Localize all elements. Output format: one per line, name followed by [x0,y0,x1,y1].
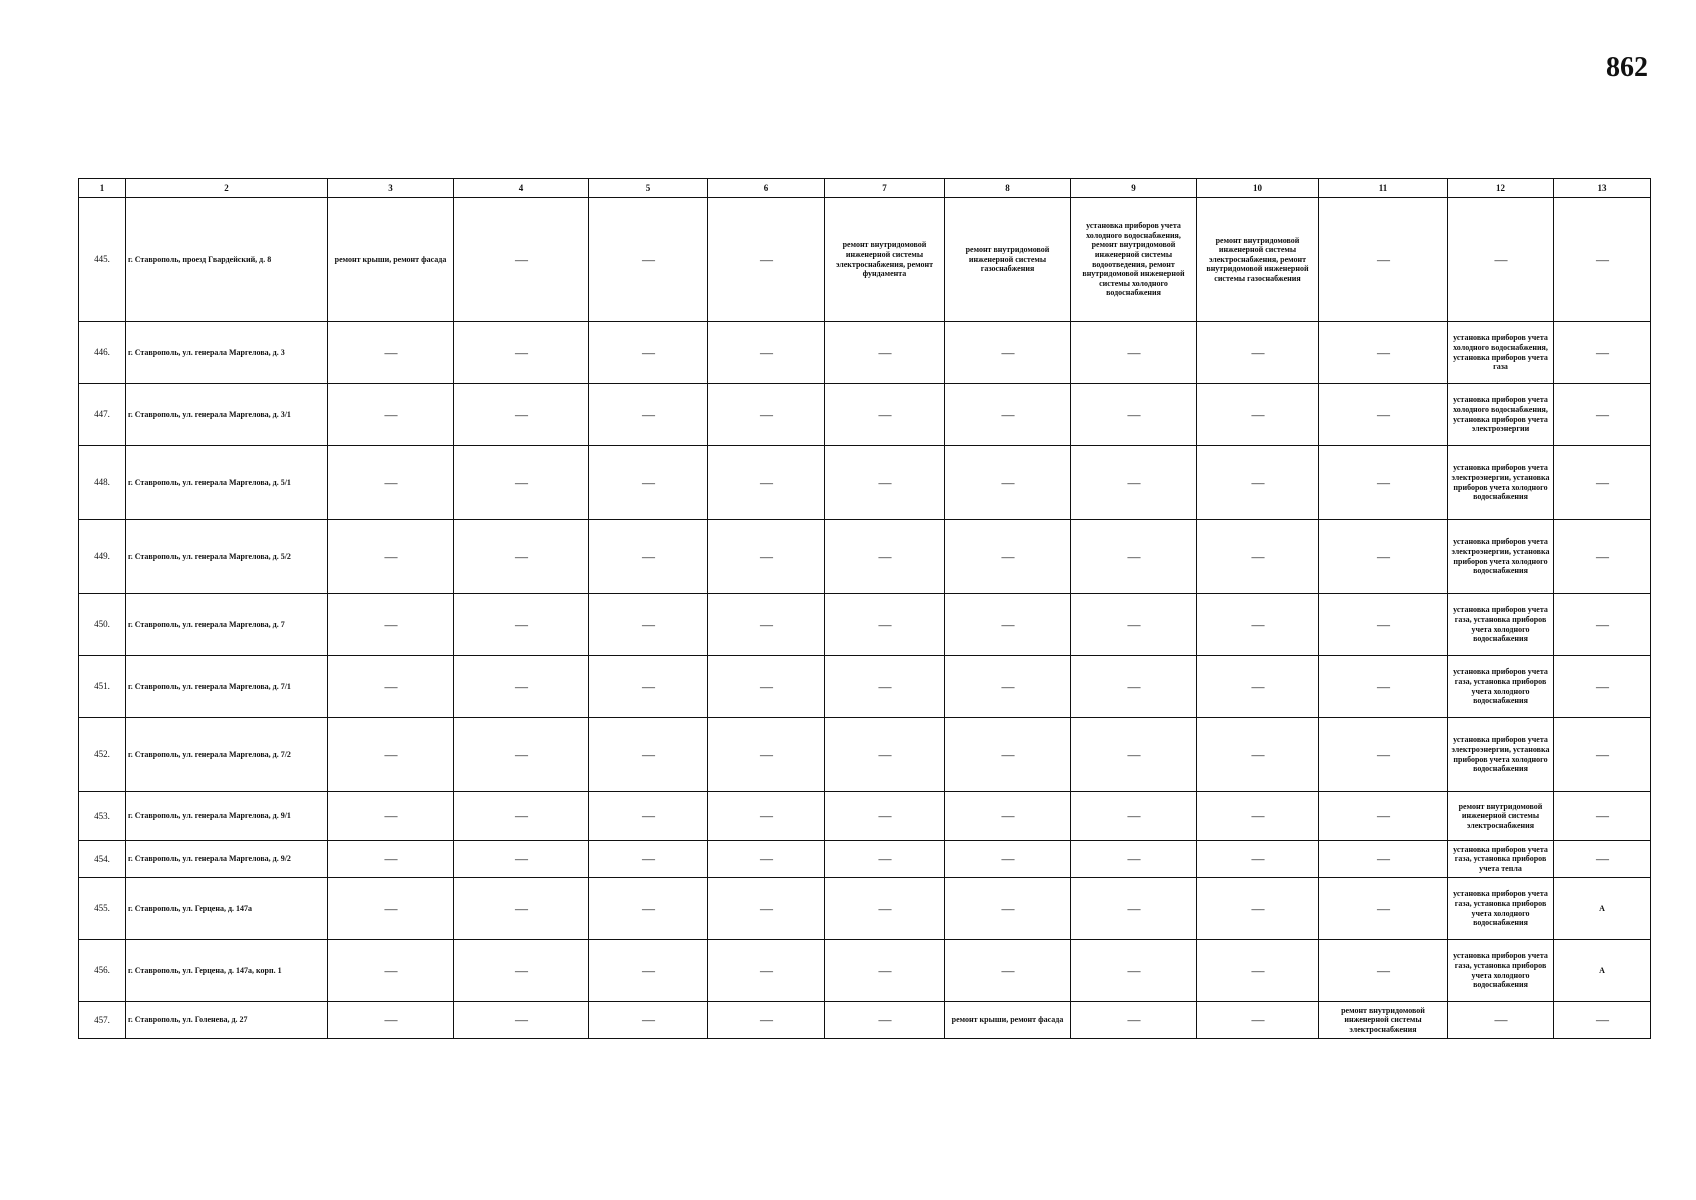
work-cell-col-7: — [825,792,945,841]
table-row [79,940,1651,1002]
work-cell-col-8: ремонт внутридомовой инженерной системы газоснабжения [945,198,1071,322]
address-cell: г. Ставрополь, ул. генерала Маргелова, д. 7/1 [126,656,328,718]
work-cell-col-4: — [454,198,589,322]
work-cell-col-3: — [328,1002,454,1039]
work-cell-col-9: установка приборов учета холодного водоснабжения, ремонт внутридомовой инженерной системы водоотведения, ремонт внутридомовой инженерной системы холодного водоснабжения [1071,198,1197,322]
work-cell-col-6: — [708,520,825,594]
work-cell-col-3: — [328,520,454,594]
address-cell: г. Ставрополь, ул. Голенева, д. 27 [126,1002,328,1039]
column-header-1: 1 [79,179,126,198]
work-cell-col-9: — [1071,792,1197,841]
address-cell: г. Ставрополь, ул. генерала Маргелова, д. 5/2 [126,520,328,594]
work-cell-col-6: — [708,1002,825,1039]
work-cell-col-8: — [945,792,1071,841]
work-cell-col-11: — [1319,198,1448,322]
work-cell-col-13: — [1554,594,1651,656]
work-cell-col-6: — [708,656,825,718]
work-cell-col-9: — [1071,1002,1197,1039]
row-number: 451. [79,656,126,718]
work-cell-col-4: — [454,520,589,594]
work-cell-col-9: — [1071,841,1197,878]
address-cell: г. Ставрополь, ул. генерала Маргелова, д. 7 [126,594,328,656]
work-cell-col-10: — [1197,792,1319,841]
work-cell-col-3: ремонт крыши, ремонт фасада [328,198,454,322]
table-row [79,656,1651,718]
work-cell-col-10: — [1197,384,1319,446]
work-cell-col-8: — [945,446,1071,520]
address-cell: г. Ставрополь, проезд Гвардейский, д. 8 [126,198,328,322]
work-cell-col-7: — [825,940,945,1002]
work-cell-col-13: — [1554,841,1651,878]
work-cell-col-8: — [945,878,1071,940]
work-cell-col-5: — [589,322,708,384]
work-cell-col-9: — [1071,322,1197,384]
work-cell-col-9: — [1071,520,1197,594]
work-cell-col-13: А [1554,878,1651,940]
work-cell-col-7: — [825,384,945,446]
work-cell-col-12: — [1448,1002,1554,1039]
work-cell-col-3: — [328,384,454,446]
work-cell-col-9: — [1071,384,1197,446]
work-cell-col-12: установка приборов учета электроэнергии, установка приборов учета холодного водоснабжения [1448,718,1554,792]
work-cell-col-4: — [454,656,589,718]
work-cell-col-3: — [328,446,454,520]
work-cell-col-9: — [1071,878,1197,940]
column-header-5: 5 [589,179,708,198]
row-number: 453. [79,792,126,841]
row-number: 452. [79,718,126,792]
work-cell-col-5: — [589,520,708,594]
work-cell-col-3: — [328,792,454,841]
row-number: 457. [79,1002,126,1039]
work-cell-col-4: — [454,878,589,940]
work-cell-col-4: — [454,446,589,520]
work-cell-col-12: установка приборов учета газа, установка приборов учета холодного водоснабжения [1448,656,1554,718]
column-header-9: 9 [1071,179,1197,198]
work-cell-col-11: — [1319,878,1448,940]
work-cell-col-12: ремонт внутридомовой инженерной системы электроснабжения [1448,792,1554,841]
column-header-12: 12 [1448,179,1554,198]
work-cell-col-7: — [825,718,945,792]
work-cell-col-5: — [589,656,708,718]
work-cell-col-6: — [708,878,825,940]
work-cell-col-3: — [328,656,454,718]
work-cell-col-6: — [708,841,825,878]
work-cell-col-4: — [454,792,589,841]
row-number: 456. [79,940,126,1002]
row-number: 449. [79,520,126,594]
work-cell-col-6: — [708,718,825,792]
work-cell-col-10: — [1197,841,1319,878]
table-row [79,594,1651,656]
work-cell-col-5: — [589,940,708,1002]
work-cell-col-7: — [825,841,945,878]
work-cell-col-7: — [825,322,945,384]
work-cell-col-7: — [825,594,945,656]
work-cell-col-6: — [708,322,825,384]
table-row [79,878,1651,940]
table-row [79,384,1651,446]
work-cell-col-11: — [1319,322,1448,384]
column-header-10: 10 [1197,179,1319,198]
work-cell-col-13: А [1554,940,1651,1002]
work-cell-col-9: — [1071,594,1197,656]
address-cell: г. Ставрополь, ул. генерала Маргелова, д. 9/2 [126,841,328,878]
work-cell-col-3: — [328,878,454,940]
work-cell-col-6: — [708,446,825,520]
column-header-3: 3 [328,179,454,198]
work-cell-col-11: — [1319,718,1448,792]
work-cell-col-4: — [454,718,589,792]
work-cell-col-3: — [328,322,454,384]
table-row [79,792,1651,841]
work-cell-col-9: — [1071,656,1197,718]
work-cell-col-10: — [1197,718,1319,792]
work-cell-col-11: — [1319,940,1448,1002]
work-cell-col-13: — [1554,718,1651,792]
work-cell-col-13: — [1554,446,1651,520]
work-cell-col-12: установка приборов учета холодного водоснабжения, установка приборов учета электроэнергии [1448,384,1554,446]
table-body [79,179,1651,1039]
table-row [79,1002,1651,1039]
row-number: 455. [79,878,126,940]
work-cell-col-5: — [589,1002,708,1039]
row-number: 447. [79,384,126,446]
work-cell-col-6: — [708,198,825,322]
work-cell-col-8: — [945,940,1071,1002]
work-cell-col-11: ремонт внутридомовой инженерной системы электроснабжения [1319,1002,1448,1039]
work-cell-col-11: — [1319,594,1448,656]
address-cell: г. Ставрополь, ул. генерала Маргелова, д. 5/1 [126,446,328,520]
work-cell-col-12: — [1448,198,1554,322]
work-cell-col-10: — [1197,656,1319,718]
work-cell-col-7: — [825,878,945,940]
row-number: 448. [79,446,126,520]
work-cell-col-5: — [589,718,708,792]
work-cell-col-7: ремонт внутридомовой инженерной системы электроснабжения, ремонт фундамента [825,198,945,322]
work-cell-col-3: — [328,940,454,1002]
work-cell-col-5: — [589,446,708,520]
work-cell-col-13: — [1554,198,1651,322]
work-cell-col-3: — [328,841,454,878]
table-row [79,322,1651,384]
work-cell-col-11: — [1319,841,1448,878]
work-cell-col-4: — [454,384,589,446]
table-row [79,841,1651,878]
table-row [79,718,1651,792]
work-cell-col-4: — [454,594,589,656]
address-cell: г. Ставрополь, ул. генерала Маргелова, д. 3 [126,322,328,384]
work-cell-col-4: — [454,1002,589,1039]
work-cell-col-8: — [945,594,1071,656]
work-cell-col-10: ремонт внутридомовой инженерной системы электроснабжения, ремонт внутридомовой инженерной системы газоснабжения [1197,198,1319,322]
work-cell-col-10: — [1197,446,1319,520]
work-cell-col-13: — [1554,656,1651,718]
work-cell-col-4: — [454,841,589,878]
work-cell-col-9: — [1071,718,1197,792]
work-cell-col-10: — [1197,1002,1319,1039]
work-cell-col-13: — [1554,792,1651,841]
column-header-8: 8 [945,179,1071,198]
work-cell-col-12: установка приборов учета газа, установка приборов учета холодного водоснабжения [1448,878,1554,940]
work-cell-col-5: — [589,841,708,878]
work-cell-col-12: установка приборов учета электроэнергии, установка приборов учета холодного водоснабжения [1448,520,1554,594]
work-cell-col-12: установка приборов учета газа, установка приборов учета тепла [1448,841,1554,878]
work-cell-col-12: установка приборов учета газа, установка приборов учета холодного водоснабжения [1448,940,1554,1002]
address-cell: г. Ставрополь, ул. Герцена, д. 147а, корп. 1 [126,940,328,1002]
address-cell: г. Ставрополь, ул. генерала Маргелова, д. 3/1 [126,384,328,446]
column-header-2: 2 [126,179,328,198]
work-cell-col-4: — [454,940,589,1002]
work-cell-col-6: — [708,594,825,656]
work-cell-col-11: — [1319,384,1448,446]
page-number: 862 [1606,52,1648,83]
work-cell-col-13: — [1554,520,1651,594]
work-cell-col-7: — [825,446,945,520]
work-cell-col-8: — [945,718,1071,792]
work-cell-col-5: — [589,198,708,322]
address-cell: г. Ставрополь, ул. Герцена, д. 147а [126,878,328,940]
work-cell-col-8: — [945,656,1071,718]
work-cell-col-8: — [945,384,1071,446]
work-cell-col-12: установка приборов учета холодного водоснабжения, установка приборов учета газа [1448,322,1554,384]
column-header-11: 11 [1319,179,1448,198]
address-cell: г. Ставрополь, ул. генерала Маргелова, д. 9/1 [126,792,328,841]
work-cell-col-4: — [454,322,589,384]
work-cell-col-8: — [945,520,1071,594]
work-cell-col-7: — [825,656,945,718]
work-cell-col-8: — [945,322,1071,384]
work-cell-col-5: — [589,792,708,841]
work-cell-col-13: — [1554,384,1651,446]
work-cell-col-5: — [589,594,708,656]
work-cell-col-3: — [328,718,454,792]
work-cell-col-10: — [1197,594,1319,656]
work-cell-col-8: ремонт крыши, ремонт фасада [945,1002,1071,1039]
column-header-7: 7 [825,179,945,198]
work-cell-col-12: установка приборов учета газа, установка приборов учета холодного водоснабжения [1448,594,1554,656]
work-cell-col-5: — [589,878,708,940]
table-row [79,520,1651,594]
work-cell-col-6: — [708,940,825,1002]
work-cell-col-13: — [1554,1002,1651,1039]
table-row [79,446,1651,520]
work-cell-col-9: — [1071,446,1197,520]
work-cell-col-12: установка приборов учета электроэнергии, установка приборов учета холодного водоснабжения [1448,446,1554,520]
column-header-6: 6 [708,179,825,198]
repair-schedule-table [78,178,1651,1039]
work-cell-col-8: — [945,841,1071,878]
work-cell-col-11: — [1319,446,1448,520]
table-row [79,198,1651,322]
work-cell-col-7: — [825,520,945,594]
work-cell-col-10: — [1197,322,1319,384]
column-header-13: 13 [1554,179,1651,198]
column-header-4: 4 [454,179,589,198]
work-cell-col-3: — [328,594,454,656]
work-cell-col-7: — [825,1002,945,1039]
work-cell-col-10: — [1197,520,1319,594]
work-cell-col-9: — [1071,940,1197,1002]
work-cell-col-5: — [589,384,708,446]
row-number: 446. [79,322,126,384]
work-cell-col-6: — [708,384,825,446]
work-cell-col-11: — [1319,520,1448,594]
work-cell-col-10: — [1197,940,1319,1002]
row-number: 445. [79,198,126,322]
row-number: 454. [79,841,126,878]
work-cell-col-6: — [708,792,825,841]
address-cell: г. Ставрополь, ул. генерала Маргелова, д. 7/2 [126,718,328,792]
work-cell-col-13: — [1554,322,1651,384]
work-cell-col-11: — [1319,656,1448,718]
row-number: 450. [79,594,126,656]
work-cell-col-11: — [1319,792,1448,841]
work-cell-col-10: — [1197,878,1319,940]
column-number-row [79,179,1651,198]
